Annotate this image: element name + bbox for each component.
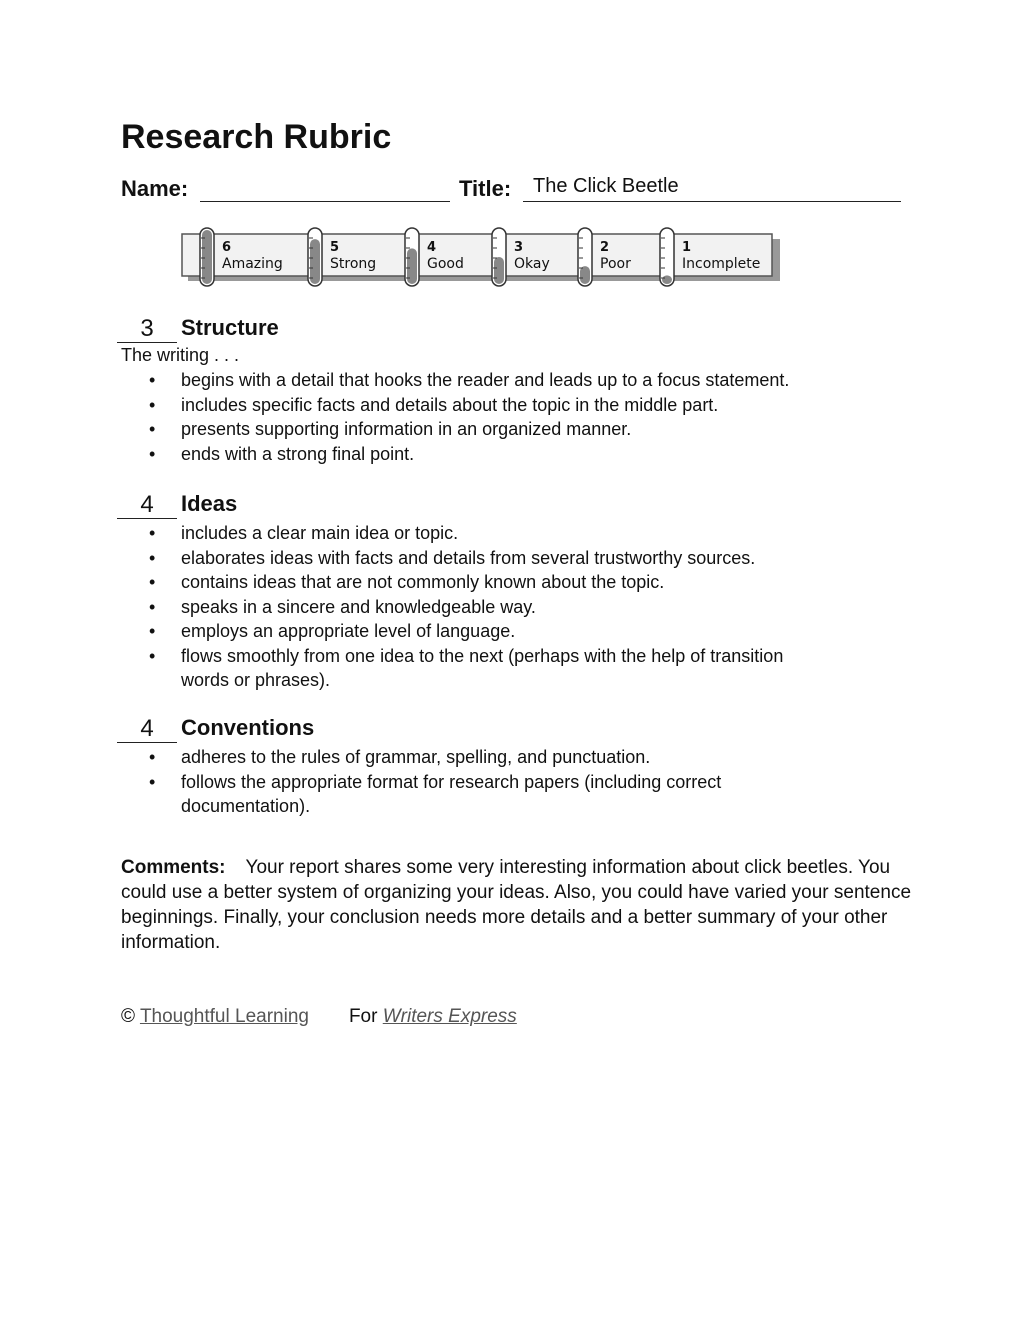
criteria-item: • follows the appropriate format for research papers (including correct documentation).: [121, 770, 821, 819]
section-intro: The writing . . .: [121, 345, 240, 365]
scale-label: Okay: [514, 256, 550, 272]
tube-fill: [580, 266, 590, 284]
criteria-item: • contains ideas that are not commonly known about the topic.: [121, 570, 821, 595]
comments-label: Comments:: [121, 857, 226, 878]
comments-block: [121, 855, 911, 955]
page-title: Research Rubric: [121, 118, 392, 156]
scale-label: Incomplete: [682, 256, 761, 272]
scale-number: 6: [222, 240, 232, 255]
criteria-item: • ends with a strong final point.: [121, 442, 821, 467]
rating-scale-graphic: [180, 226, 780, 292]
scale-number: 2: [600, 240, 610, 255]
for-label: For: [348, 1006, 378, 1027]
criteria-item: • elaborates ideas with facts and details from several trustworthy sources.: [121, 546, 821, 571]
title-label: Title:: [459, 176, 512, 201]
section-title: Structure: [181, 315, 279, 340]
name-label: Name:: [121, 176, 189, 201]
scale-number: 3: [514, 240, 524, 255]
name-field-line: [200, 201, 450, 202]
criteria-item: • adheres to the rules of grammar, spelling, and punctuation.: [121, 745, 821, 770]
publisher-link[interactable]: Thoughtful Learning: [139, 1006, 309, 1027]
criteria-item: • includes a clear main idea or topic.: [121, 521, 821, 546]
section-title: Ideas: [181, 491, 238, 516]
criteria-list: [121, 368, 821, 466]
book-link[interactable]: Writers Express: [382, 1006, 517, 1027]
scale-label: Good: [427, 256, 464, 272]
criteria-item: • includes specific facts and details about the topic in the middle part.: [121, 393, 821, 418]
criteria-list: [121, 745, 821, 819]
copyright-symbol: ©: [121, 1006, 135, 1027]
scale-number: 1: [682, 240, 692, 255]
scale-number: 4: [427, 240, 437, 255]
tube-fill: [310, 239, 320, 284]
criteria-item: • flows smoothly from one idea to the next (perhaps with the help of transition words or phrases).: [121, 644, 821, 693]
title-value[interactable]: The Click Beetle: [533, 175, 679, 197]
tube-fill: [407, 248, 417, 284]
tube-fill: [494, 257, 504, 284]
section-score[interactable]: 4: [117, 715, 177, 743]
section-score[interactable]: 3: [117, 315, 177, 343]
scale-label: Poor: [600, 256, 631, 272]
scale-number: 5: [330, 240, 340, 255]
criteria-item: • presents supporting information in an organized manner.: [121, 417, 821, 442]
criteria-item: • employs an appropriate level of language.: [121, 619, 821, 644]
criteria-list: [121, 521, 821, 693]
comments-text: Your report shares some very interesting information about click beetles. You could use a better system of organizing your ideas. Also, you could have varied your sentence beginnings. Finally, your conclusion needs more details and a better summary of your other information.: [121, 857, 912, 953]
criteria-item: • speaks in a sincere and knowledgeable way.: [121, 595, 821, 620]
footer: [121, 1006, 517, 1028]
tube-fill: [662, 275, 672, 284]
scale-label: Amazing: [222, 256, 283, 272]
section-score[interactable]: 4: [117, 491, 177, 519]
section-title: Conventions: [181, 715, 315, 740]
title-field-line: [523, 201, 901, 202]
scale-label: Strong: [330, 256, 377, 272]
criteria-item: • begins with a detail that hooks the reader and leads up to a focus statement.: [121, 368, 821, 393]
